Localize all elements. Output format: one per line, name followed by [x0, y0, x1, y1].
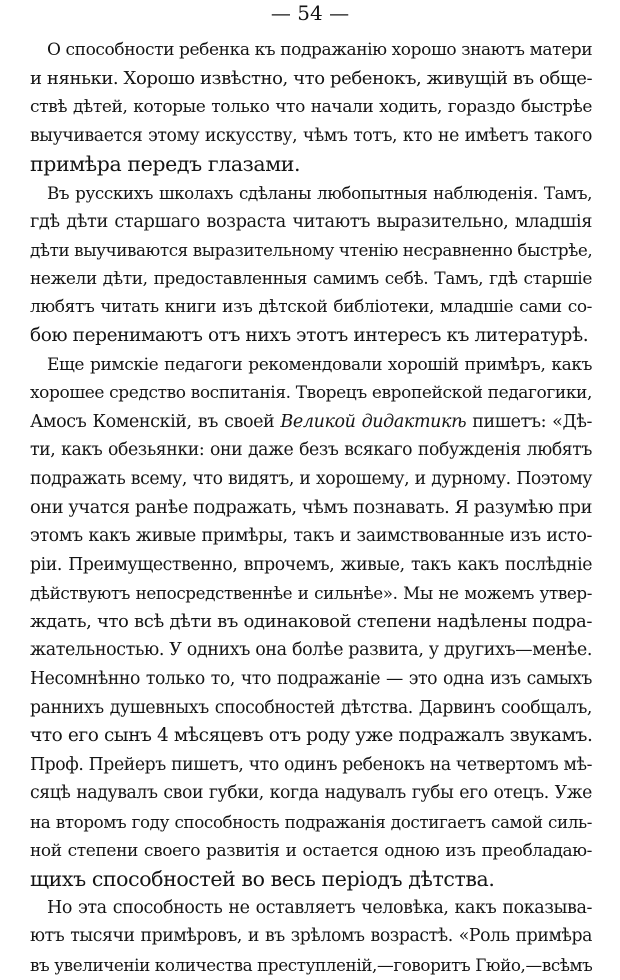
text-line: раннихъ душевныхъ способностей дѣтства. Дарвинъ сообщалъ,	[30, 697, 592, 718]
text-line: ной степени своего развитія и остается одною изъ преобладаю-	[30, 840, 592, 861]
text-line: въ увеличеніи количества преступленій,—говоритъ Гюйо,—всѣмъ	[30, 955, 593, 975]
text-line: любятъ читать книги изъ дѣтской библіотеки, младшіе сами со-	[30, 297, 592, 318]
text-segment: пишетъ: «Дѣ-	[466, 411, 592, 432]
text-line: ждать, что всѣ дѣти въ одинаковой степени надѣлены подра-	[30, 610, 592, 632]
text-line	[30, 408, 592, 437]
text-line: Въ русскихъ школахъ сдѣланы любопытныя наблюденія. Тамъ,	[47, 182, 592, 203]
text-line: хорошее средство воспитанія. Творецъ европейской педагогики,	[30, 383, 592, 404]
text-line: О способности ребенка къ подражанію хорошо знаютъ матери	[47, 40, 593, 60]
text-line: бою перенимаютъ отъ нихъ этотъ интересъ къ литературѣ.	[30, 324, 589, 346]
text-line: щихъ способностей во весь періодъ дѣтства.	[30, 867, 495, 892]
text-line: примѣра передъ глазами.	[30, 152, 301, 177]
text-line: и няньки. Хорошо извѣстно, что ребенокъ, живущій въ обще-	[30, 67, 593, 89]
text-line: дѣти выучиваются выразительному чтенію несравненно быстрѣе,	[30, 240, 593, 261]
text-line: ствѣ дѣтей, которые только что начали ходить, гораздо быстрѣе	[30, 97, 592, 118]
text-body	[30, 36, 592, 980]
text-line: жательностью. У однихъ она болѣе развита, у другихъ—менѣе.	[30, 640, 592, 661]
text-line: Но эта способность не оставляетъ человѣка, какъ показыва-	[47, 897, 592, 918]
text-line: они учатся ранѣе подражать, чѣмъ познавать. Я разумѣю при	[30, 497, 593, 518]
text-line: на второмъ году способность подражанія достигаетъ самой силь-	[30, 812, 592, 833]
text-line: подражать всему, что видятъ, и хорошему, и дурному. Поэтому	[30, 468, 592, 489]
text-line: ютъ тысячи примѣровъ, и въ зрѣломъ возрастѣ. «Роль примѣра	[30, 926, 592, 947]
text-line: этомъ какъ живые примѣры, такъ и заимствованные изъ исто-	[30, 526, 592, 547]
text-line: Еще римскіе педагоги рекомендовали хорошій примѣръ, какъ	[47, 354, 592, 375]
text-line: гдѣ дѣти старшаго возраста читаютъ выразительно, младшія	[30, 211, 592, 232]
text-line: нежели дѣти, предоставленныя самимъ себѣ. Тамъ, гдѣ старшіе	[30, 268, 592, 289]
italic-book-title: Великой дидактикѣ	[280, 411, 467, 432]
text-line: ріи. Преимущественно, впрочемъ, живые, такъ какъ послѣдніе	[30, 554, 592, 575]
text-line: выучивается этому искусству, чѣмъ тотъ, кто не имѣетъ такого	[30, 125, 592, 146]
text-line: дѣйствуютъ непосредственнѣе и сильнѣе». Мы не можемъ утвер-	[30, 583, 592, 604]
text-segment: Амосъ Коменскій, въ своей	[30, 411, 281, 432]
text-line: что его сынъ 4 мѣсяцевъ отъ роду уже подражалъ звукамъ.	[30, 725, 593, 747]
text-line: ти, какъ обезьянки: они даже безъ всякаго побужденія любятъ	[30, 440, 592, 461]
page-number: — 54 —	[270, 1, 350, 25]
text-line: Несомнѣнно только то, что подражаніе — это одна изъ самыхъ	[30, 669, 592, 690]
text-line: сяцѣ надувалъ свои губки, когда надувалъ губы его отецъ. Уже	[30, 783, 592, 804]
text-line: Проф. Прейеръ пишетъ, что одинъ ребенокъ на четвертомъ мѣ-	[30, 754, 592, 775]
